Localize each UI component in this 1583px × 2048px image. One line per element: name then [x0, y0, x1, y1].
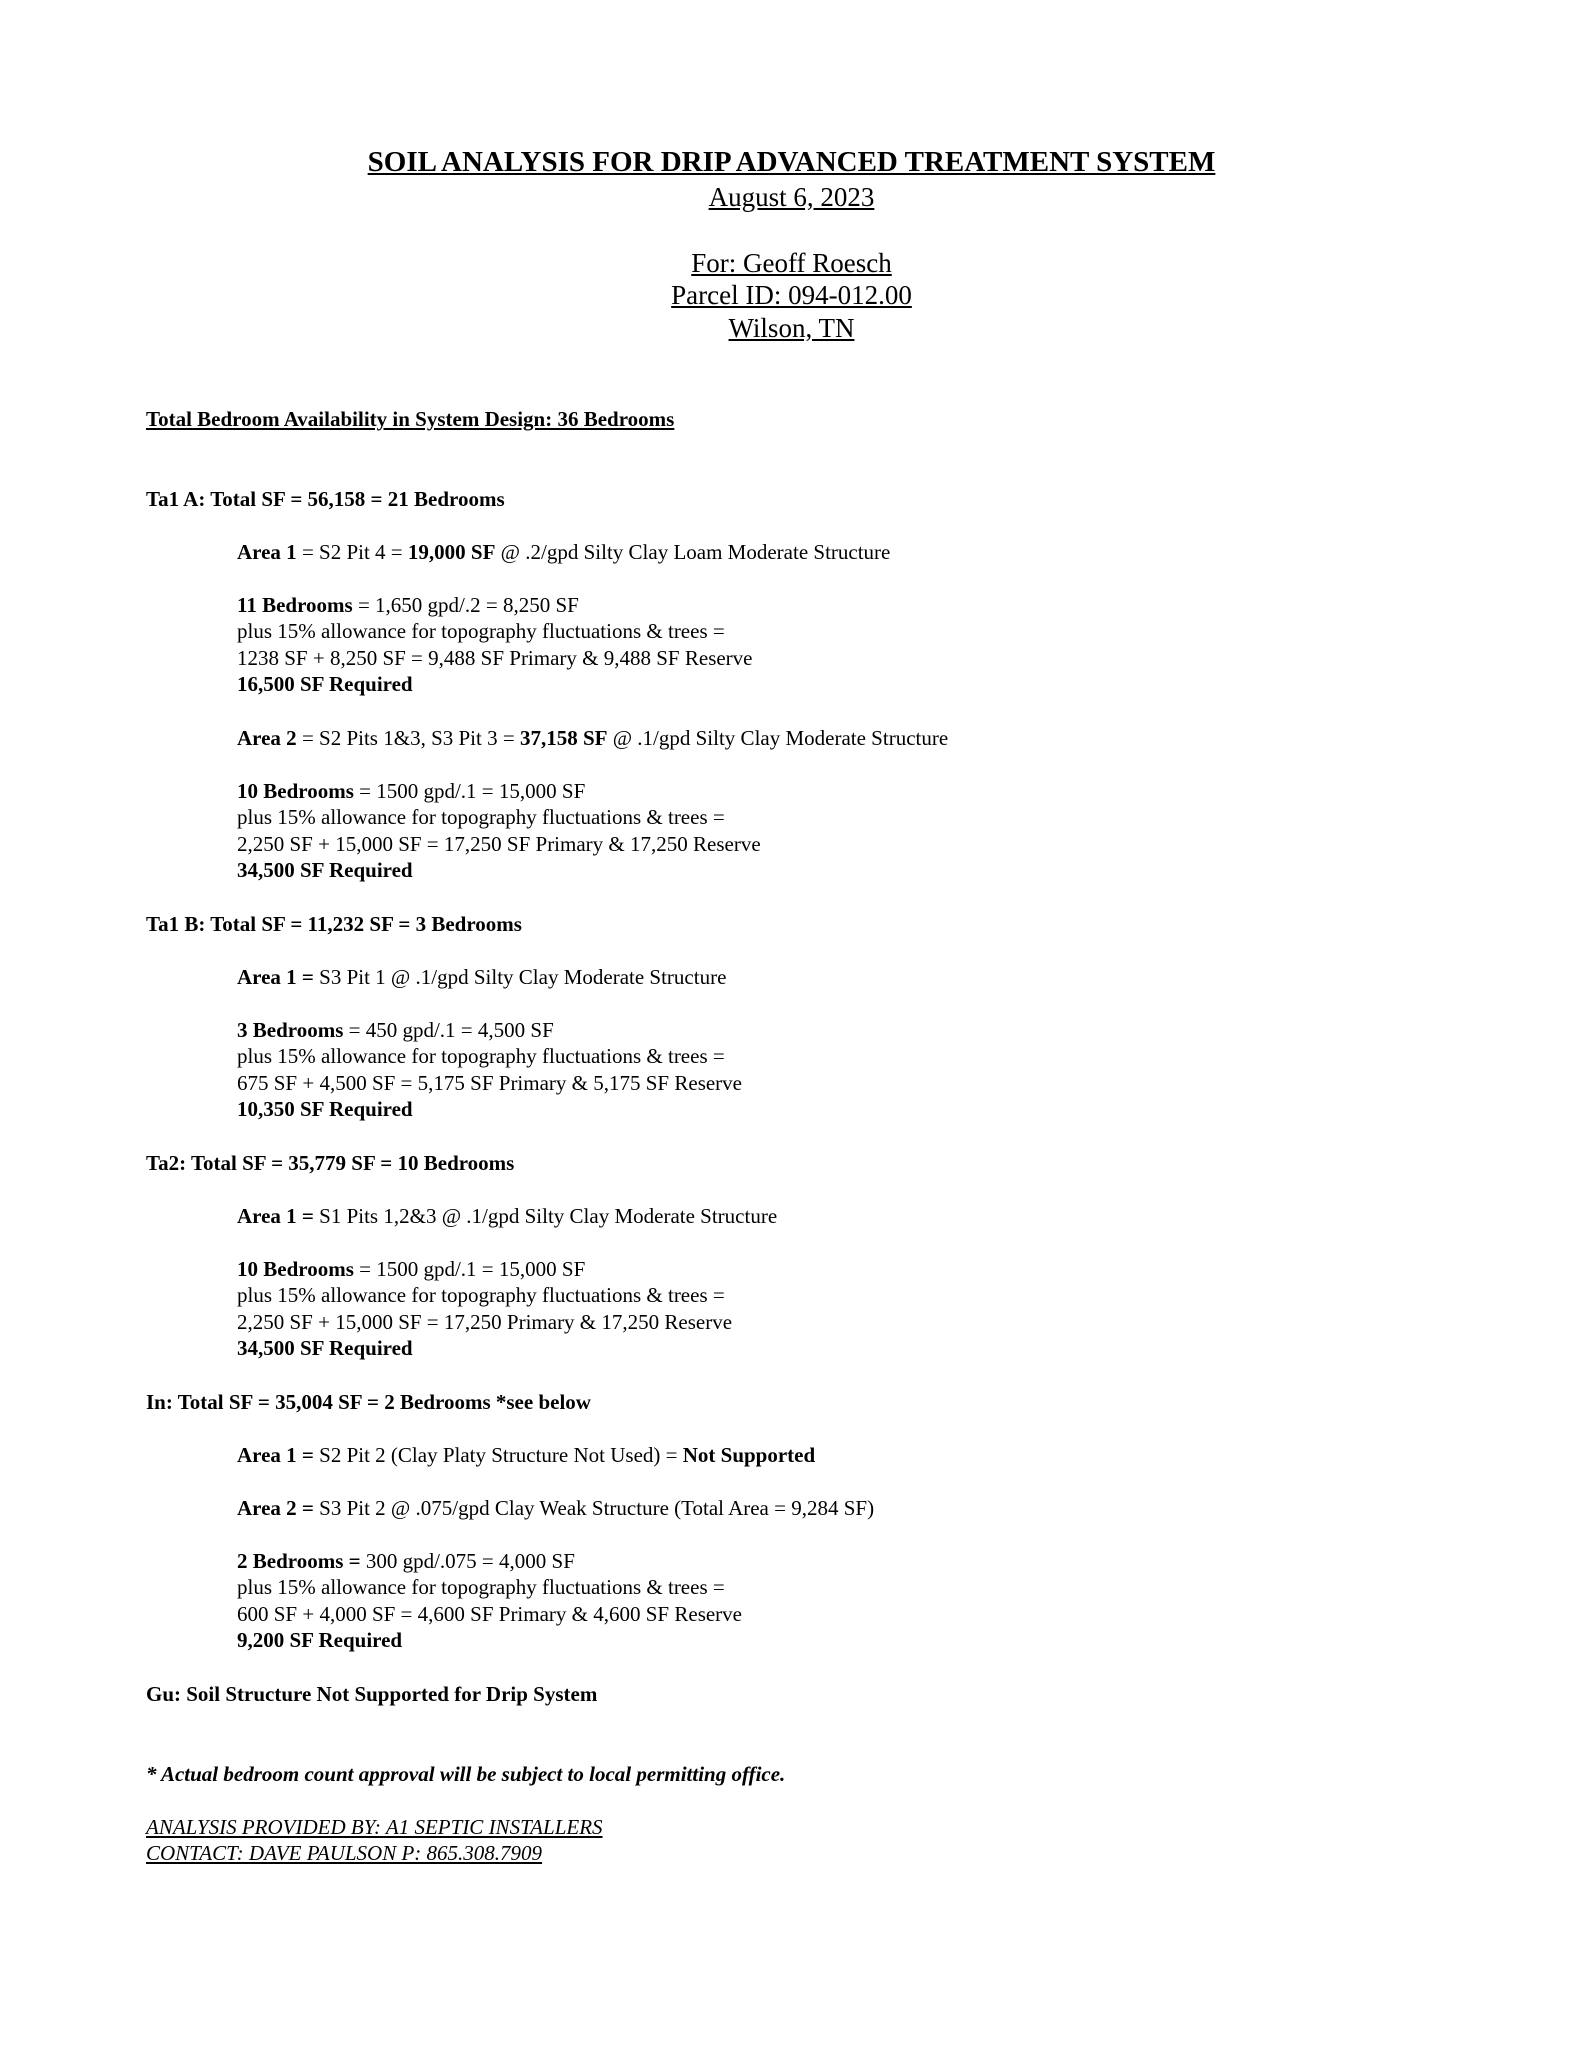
ta2-area1-required: 34,500 SF Required	[237, 1336, 413, 1360]
ta2-area1-line: Area 1 = S1 Pits 1,2&3 @ .1/gpd Silty Clay Moderate Structure	[237, 1204, 778, 1228]
contact-line: CONTACT: DAVE PAULSON P: 865.308.7909	[146, 1841, 543, 1865]
client-name: For: Geoff Roesch	[691, 248, 892, 278]
document-date: August 6, 2023	[708, 182, 875, 212]
in-area2-required: 9,200 SF Required	[237, 1628, 403, 1652]
ta1b-area1-required: 10,350 SF Required	[237, 1097, 413, 1121]
ta1a-area2-line: Area 2 = S2 Pits 1&3, S3 Pit 3 = 37,158 SF @ .1/gpd Silty Clay Moderate Structure	[237, 726, 949, 750]
provider-line: ANALYSIS PROVIDED BY: A1 SEPTIC INSTALLERS	[146, 1815, 603, 1839]
ta2-area1-allowance: plus 15% allowance for topography fluctuations & trees =	[237, 1283, 725, 1307]
ta1a-heading: Ta1 A: Total SF = 56,158 = 21 Bedrooms	[146, 487, 505, 511]
location: Wilson, TN	[728, 313, 855, 343]
ta1a-area1-bedrooms: 11 Bedrooms = 1,650 gpd/.2 = 8,250 SF	[237, 593, 579, 617]
ta1a-area2-allowance: plus 15% allowance for topography fluctuations & trees =	[237, 805, 725, 829]
footnote: * Actual bedroom count approval will be subject to local permitting office.	[146, 1762, 786, 1786]
ta2-area1-calc: 2,250 SF + 15,000 SF = 17,250 Primary & 17,250 Reserve	[237, 1310, 733, 1334]
ta1a-area2-required: 34,500 SF Required	[237, 858, 413, 882]
in-area1-line: Area 1 = S2 Pit 2 (Clay Platy Structure Not Used) = Not Supported	[237, 1443, 816, 1467]
in-area2-bedrooms: 2 Bedrooms = 300 gpd/.075 = 4,000 SF	[237, 1549, 575, 1573]
ta1a-area1-allowance: plus 15% allowance for topography fluctuations & trees =	[237, 619, 725, 643]
ta1a-area1-calc: 1238 SF + 8,250 SF = 9,488 SF Primary & 9,488 SF Reserve	[237, 646, 753, 670]
in-heading: In: Total SF = 35,004 SF = 2 Bedrooms *see below	[146, 1390, 591, 1414]
parcel-id: Parcel ID: 094-012.00	[671, 280, 912, 310]
ta1b-heading: Ta1 B: Total SF = 11,232 SF = 3 Bedrooms	[146, 912, 522, 936]
ta1a-area2-bedrooms: 10 Bedrooms = 1500 gpd/.1 = 15,000 SF	[237, 779, 586, 803]
ta1b-area1-calc: 675 SF + 4,500 SF = 5,175 SF Primary & 5,175 SF Reserve	[237, 1071, 742, 1095]
in-area2-calc: 600 SF + 4,000 SF = 4,600 SF Primary & 4,600 SF Reserve	[237, 1602, 742, 1626]
ta1a-area1-line: Area 1 = S2 Pit 4 = 19,000 SF @ .2/gpd Silty Clay Loam Moderate Structure	[237, 540, 891, 564]
ta1b-area1-bedrooms: 3 Bedrooms = 450 gpd/.1 = 4,500 SF	[237, 1018, 554, 1042]
in-area2-line: Area 2 = S3 Pit 2 @ .075/gpd Clay Weak Structure (Total Area = 9,284 SF)	[237, 1496, 875, 1520]
ta2-heading: Ta2: Total SF = 35,779 SF = 10 Bedrooms	[146, 1151, 515, 1175]
in-area2-allowance: plus 15% allowance for topography fluctuations & trees =	[237, 1575, 725, 1599]
document-title: SOIL ANALYSIS FOR DRIP ADVANCED TREATMENT SYSTEM	[367, 146, 1216, 178]
gu-statement: Gu: Soil Structure Not Supported for Drip System	[146, 1682, 598, 1706]
ta1b-area1-allowance: plus 15% allowance for topography fluctuations & trees =	[237, 1044, 725, 1068]
ta1a-area2-calc: 2,250 SF + 15,000 SF = 17,250 SF Primary & 17,250 Reserve	[237, 832, 761, 856]
bedroom-summary: Total Bedroom Availability in System Design: 36 Bedrooms	[146, 407, 675, 431]
ta1a-area1-required: 16,500 SF Required	[237, 672, 413, 696]
ta2-area1-bedrooms: 10 Bedrooms = 1500 gpd/.1 = 15,000 SF	[237, 1257, 586, 1281]
ta1b-area1-line: Area 1 = S3 Pit 1 @ .1/gpd Silty Clay Moderate Structure	[237, 965, 727, 989]
